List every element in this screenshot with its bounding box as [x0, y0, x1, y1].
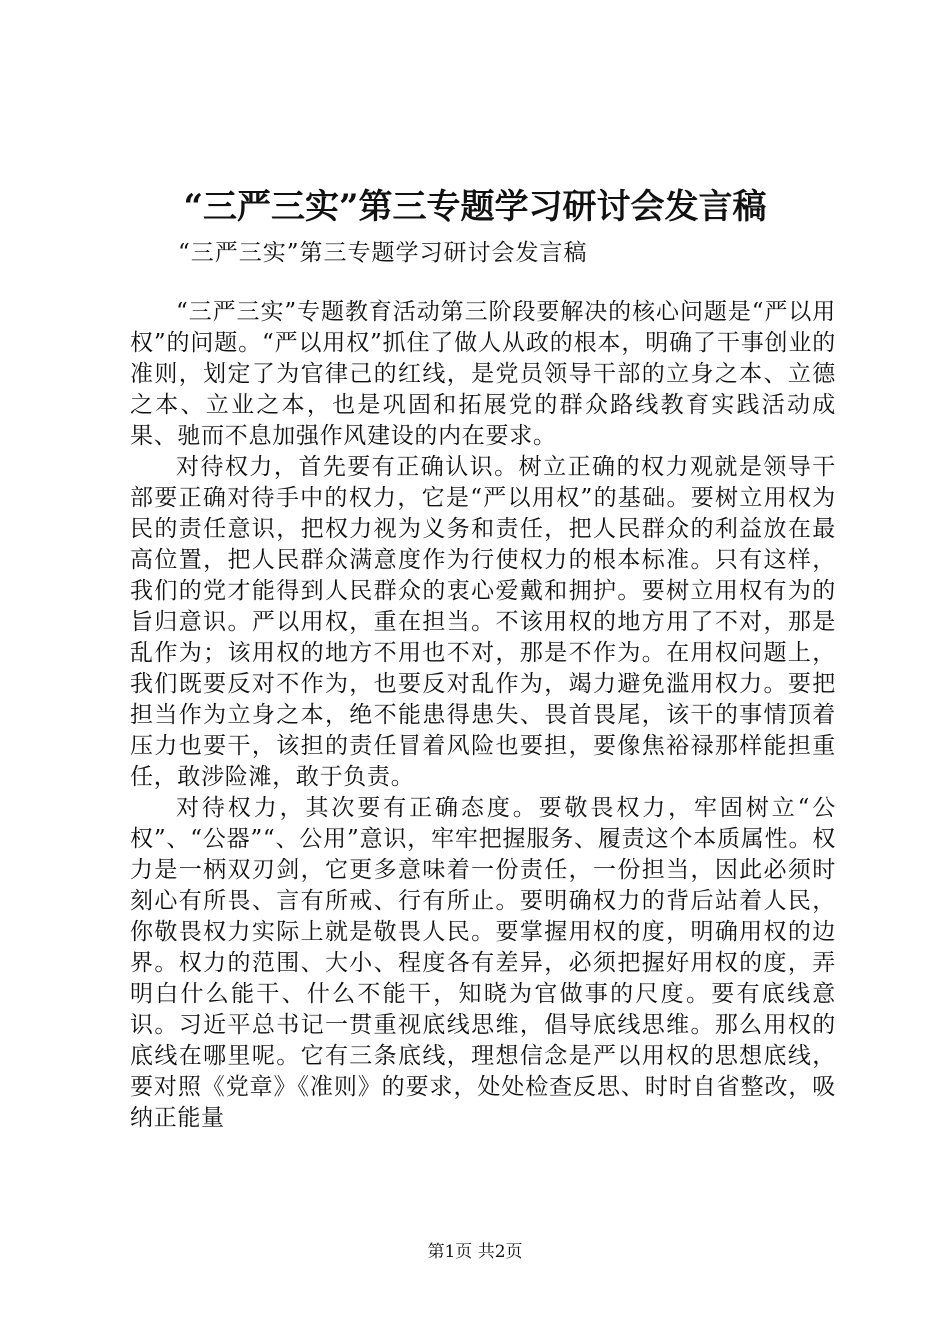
document-body	[130, 297, 836, 1134]
page-number-footer: 第1页 共2页	[427, 1242, 523, 1262]
body-paragraph: 对待权力，首先要有正确认识。树立正确的权力观就是领导干部要正确对待手中的权力，它是“严以用权”的基础。要树立用权为民的责任意识，把权力视为义务和责任，把人民群众的利益放在最高位置，把人民群众满意度作为行使权力的根本标准。只有这样，我们的党才能得到人民群众的衷心爱戴和拥护。要树立用权有为的旨归意识。严以用权，重在担当。不该用权的地方用了不对，那是乱作为；该用权的地方不用也不对，那是不作为。在用权问题上，我们既要反对不作为，也要反对乱作为，竭力避免滥用权力。要把担当作为立身之本，绝不能患得患失、畏首畏尾，该干的事情顶着压力也要干，该担的责任冒着风险也要担，要像焦裕禄那样能担重任，敢涉险滩，敢于负责。	[130, 454, 836, 790]
body-paragraph: 对待权力，其次要有正确态度。要敬畏权力，牢固树立“公权”、“公器”“、公用”意识，牢牢把握服务、履责这个本质属性。权力是一柄双刃剑，它更多意味着一份责任，一份担当，因此必须时刻心有所畏、言有所戒、行有所止。要明确权力的背后站着人民，你敬畏权力实际上就是敬畏人民。要掌握用权的度，明确用权的边界。权力的范围、大小、程度各有差异，必须把握好用权的度，弄明白什么能干、什么不能干，知晓为官做事的尺度。要有底线意识。习近平总书记一贯重视底线思维，倡导底线思维。那么用权的底线在哪里呢。它有三条底线，理想信念是严以用权的思想底线，要对照《党章》《准则》的要求，处处检查反思、时时自省整改，吸纳正能量	[130, 795, 836, 1131]
document-subtitle: “三严三实”第三专题学习研讨会发言稿	[178, 240, 588, 266]
document-title: “三严三实”第三专题学习研讨会发言稿	[183, 187, 767, 227]
body-paragraph: “三严三实”专题教育活动第三阶段要解决的核心问题是“严以用权”的问题。“严以用权”抓住了做人从政的根本，明确了干事创业的准则，划定了为官律己的红线，是党员领导干部的立身之本、立德之本、立业之本，也是巩固和拓展党的群众路线教育实践活动成果、驰而不息加强作风建设的内在要求。	[130, 299, 836, 449]
